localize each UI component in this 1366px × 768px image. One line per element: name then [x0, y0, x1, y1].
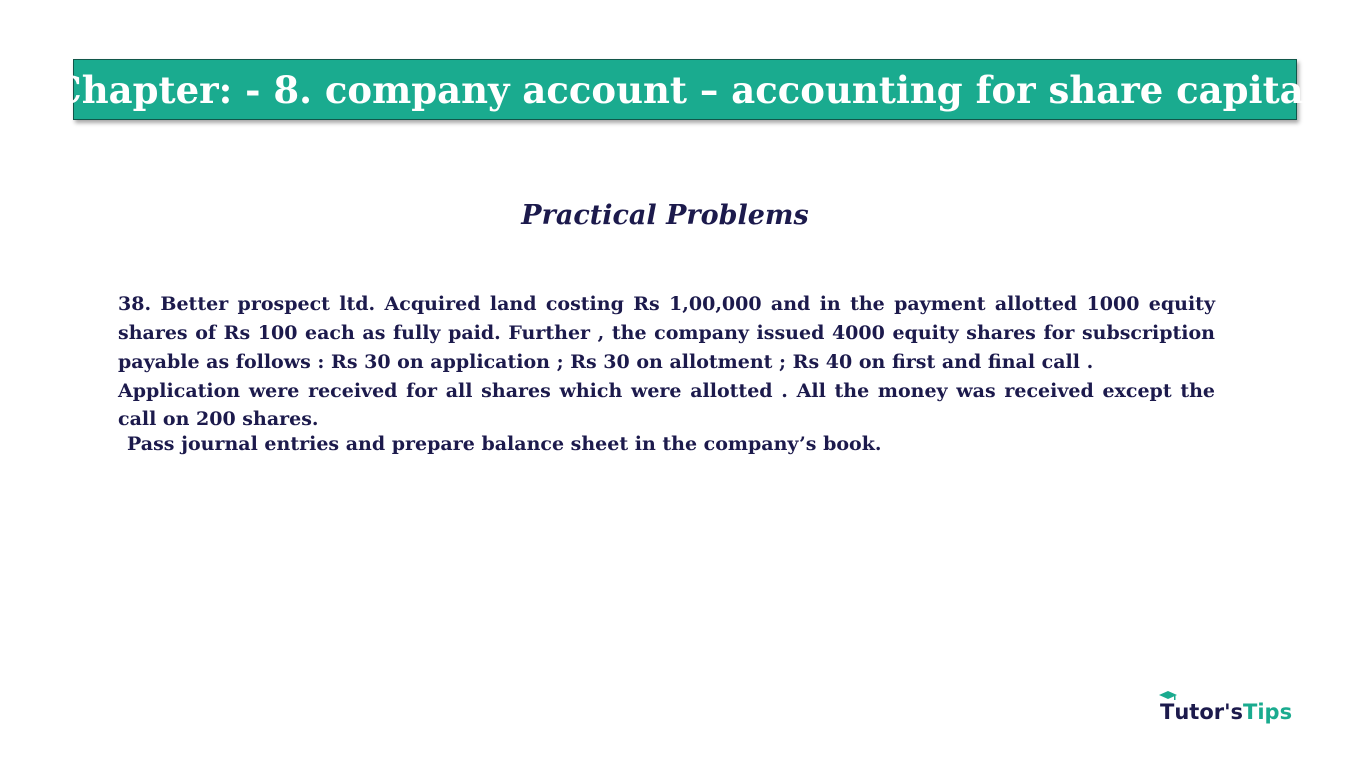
logo-first-letter: T [1160, 700, 1175, 724]
section-title: Practical Problems [521, 200, 809, 231]
chapter-title: Chapter: - 8. company account – accounting for share capital [52, 67, 1318, 112]
logo-text-tips: Tips [1243, 700, 1293, 724]
problem-paragraph-2: Application were received for all shares which were allotted . All the money was received except the call on 200 shares. [118, 380, 1215, 430]
chapter-banner [52, 59, 1318, 120]
mortarboard-icon [1159, 691, 1177, 701]
problem-paragraph-1: 38. Better prospect ltd. Acquired land costing Rs 1,00,000 and in the payment allotted 1000 equity shares of Rs 100 each as fully paid. Further , the company issued 4000 equity shares for subscription payable as follows : Rs 30 on application ; Rs 30 on allotment ; Rs 40 on first and final call . [118, 293, 1215, 373]
logo-text-tutors: utor's [1174, 700, 1244, 724]
problem-instruction: Pass journal entries and prepare balance sheet in the company’s book. [127, 433, 882, 455]
logo-first-letter-wrap [1160, 700, 1174, 724]
problem-text [118, 290, 1215, 459]
tutors-tips-logo [1160, 690, 1292, 724]
